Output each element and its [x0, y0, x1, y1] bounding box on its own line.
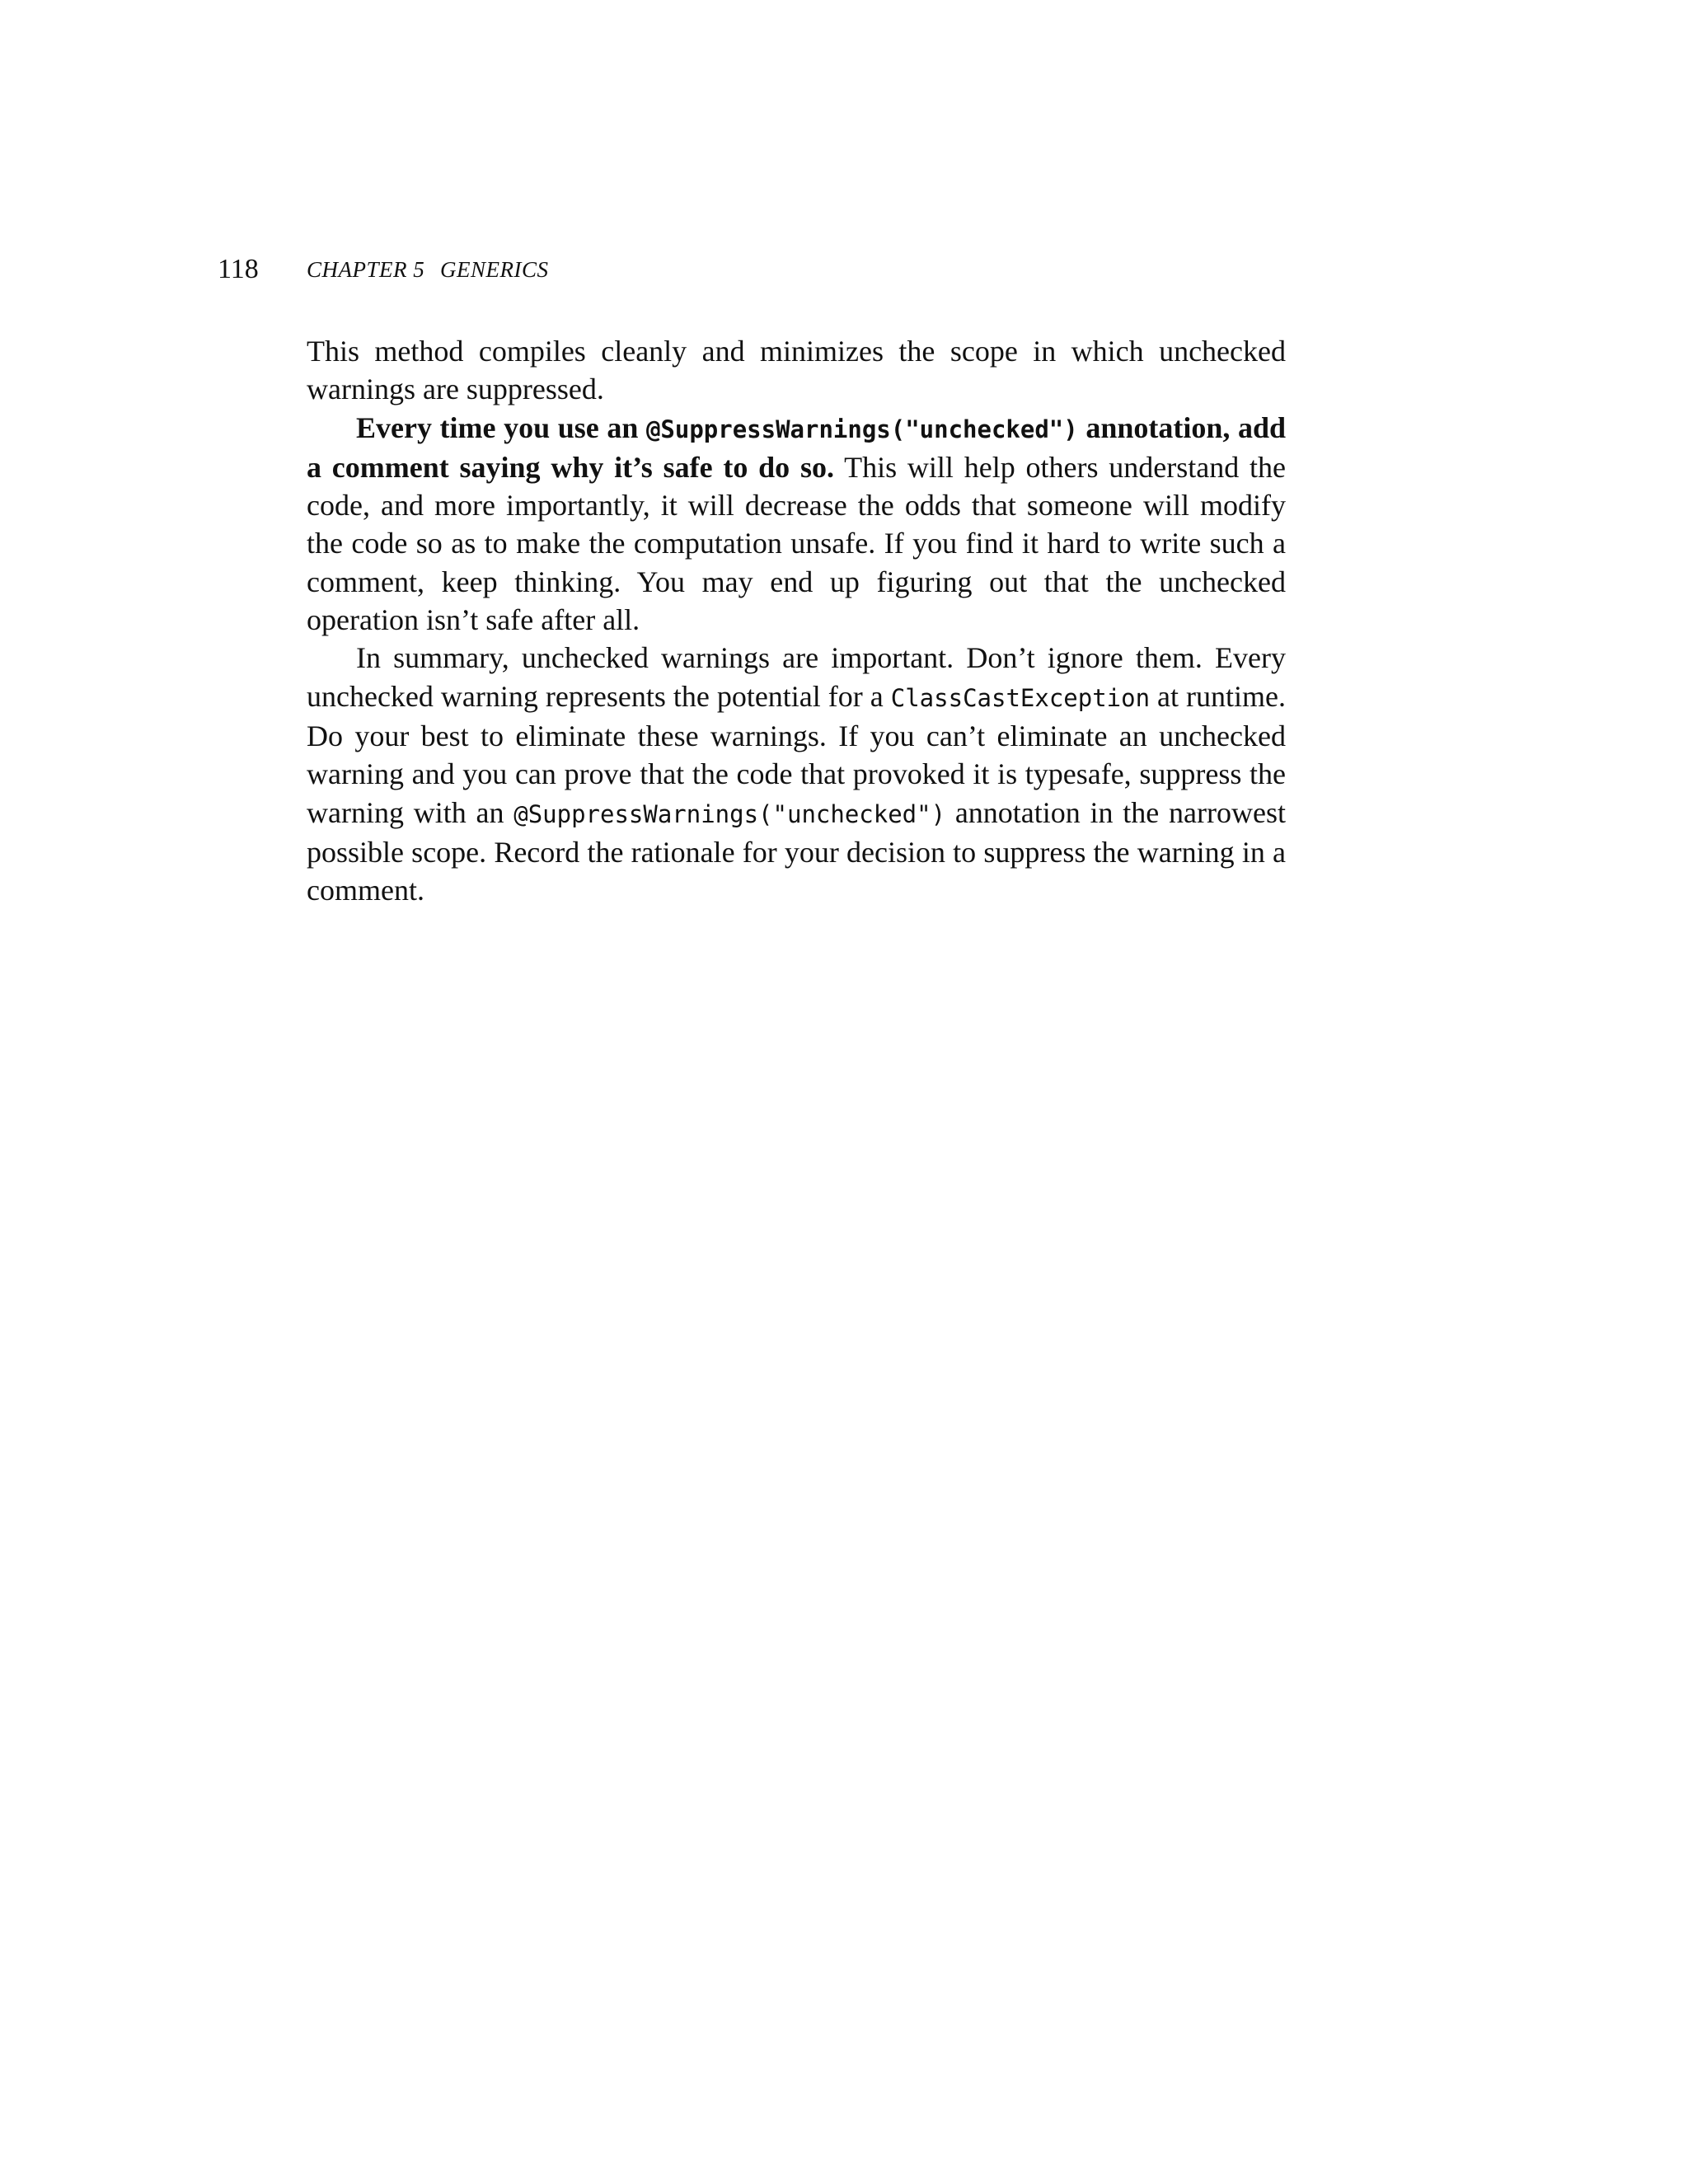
paragraph-3-text-3: annotation in the narrowest possible scope. Record the rationale for your decision to suppress the warning in a comment.: [307, 795, 1286, 907]
paragraph-2: [307, 409, 1286, 640]
chapter-title: GENERICS: [440, 257, 549, 282]
body-text: [307, 332, 1286, 909]
paragraph-3-text-2: at runtime. Do your best to eliminate these warnings. If you can’t eliminate an unchecked warning and you can prove that the code that provoked it is typesafe, suppress the warning with an: [307, 679, 1287, 829]
paragraph-3: [307, 639, 1286, 909]
paragraph-2-bold-lead: Every time you use an: [356, 410, 646, 444]
running-head: [218, 249, 1306, 290]
paragraph-3-text-1: In summary, unchecked warnings are important. Don’t ignore them. Every unchecked warning represents the potential for a: [307, 641, 1286, 713]
page-number: 118: [218, 254, 259, 284]
paragraph-3-code-annotation: @SuppressWarnings("unchecked"): [513, 799, 946, 828]
paragraph-2-text: This will help others understand the code, and more importantly, it will decrease the odds that someone will modify the code so as to make the computation unsafe. If you find it hard to write such a comment, keep thinking. You may end up figuring out that the unchecked operation isn’t safe after all.: [307, 450, 1286, 637]
paragraph-2-code-annotation: @SuppressWarnings("unchecked"): [645, 415, 1078, 443]
paragraph-2-bold-tail: annotation, add a comment saying why it’s safe to do so.: [307, 410, 1286, 484]
chapter-label: CHAPTER 5: [307, 257, 425, 282]
paragraph-1: [307, 332, 1286, 409]
paragraph-3-code-exception: ClassCastException: [890, 683, 1151, 712]
paragraph-1-text: This method compiles cleanly and minimizes the scope in which unchecked warnings are suppressed.: [307, 335, 1286, 406]
